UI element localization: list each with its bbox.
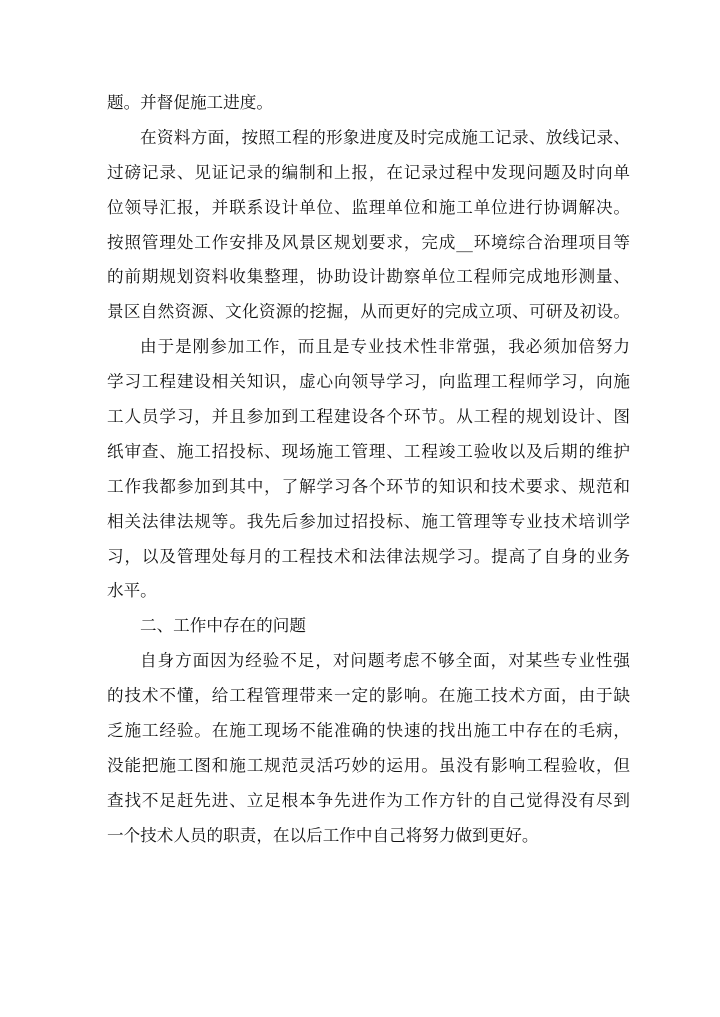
- section-heading: 二、工作中存在的问题: [140, 616, 306, 636]
- paragraph-line: 乏施工经验。在施工现场不能准确的快速的找出施工中存在的毛病，: [107, 721, 630, 741]
- paragraph-line: 查找不足赶先进、立足根本争先进作为工作方针的自己觉得没有尽到: [107, 790, 630, 810]
- paragraph-line: 纸审查、施工招投标、现场施工管理、工程竣工验收以及后期的维护: [107, 441, 630, 461]
- paragraph-line: 习，以及管理处每月的工程技术和法律法规学习。提高了自身的业务: [107, 546, 630, 566]
- paragraph-line: 景区自然资源、文化资源的挖掘，从而更好的完成立项、可研及初设。: [107, 302, 630, 322]
- paragraph-line: 工作我都参加到其中，了解学习各个环节的知识和技术要求、规范和: [107, 476, 630, 496]
- paragraph-line: 过磅记录、见证记录的编制和上报，在记录过程中发现问题及时向单: [107, 162, 630, 182]
- paragraph-line: 题。并督促施工进度。: [107, 93, 273, 112]
- paragraph-line: 自身方面因为经验不足，对问题考虑不够全面，对某些专业性强: [140, 651, 630, 671]
- paragraph-line: 在资料方面，按照工程的形象进度及时完成施工记录、放线记录、: [140, 127, 630, 147]
- paragraph-line: 没能把施工图和施工规范灵活巧妙的运用。虽没有影响工程验收，但: [107, 755, 630, 775]
- paragraph-line: 位领导汇报，并联系设计单位、监理单位和施工单位进行协调解决。: [107, 197, 630, 217]
- paragraph-line: 工人员学习，并且参加到工程建设各个环节。从工程的规划设计、图: [107, 407, 630, 427]
- paragraph-line: 相关法律法规等。我先后参加过招投标、施工管理等专业技术培训学: [107, 511, 630, 531]
- paragraph-line: 一个技术人员的职责，在以后工作中自己将努力做到更好。: [107, 825, 539, 845]
- paragraph-line: 学习工程建设相关知识，虚心向领导学习，向监理工程师学习，向施: [107, 372, 630, 392]
- paragraph-line: 的技术不懂，给工程管理带来一定的影响。在施工技术方面，由于缺: [107, 686, 630, 706]
- document-body: [107, 86, 630, 854]
- paragraph-line: 的前期规划资料收集整理，协助设计勘察单位工程师完成地形测量、: [107, 267, 630, 287]
- paragraph-line: 按照管理处工作安排及风景区规划要求，完成__环境综合治理项目等: [107, 232, 630, 252]
- paragraph-line: 由于是刚参加工作，而且是专业技术性非常强，我必须加倍努力: [140, 337, 630, 357]
- paragraph-line: 水平。: [107, 581, 157, 601]
